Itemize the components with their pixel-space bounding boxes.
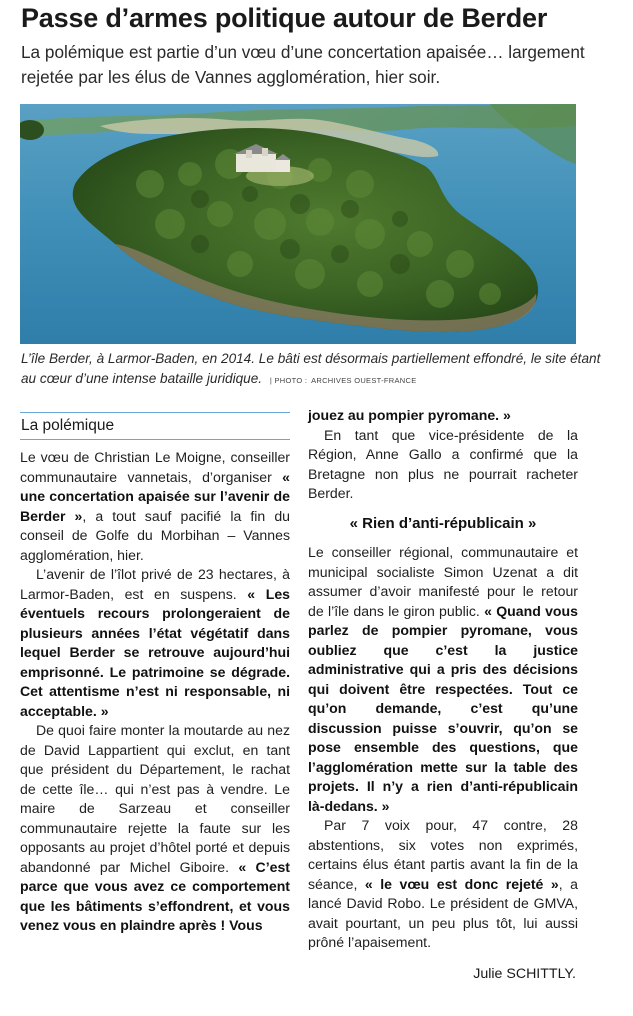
paragraph	[20, 448, 290, 565]
quote: « le vœu est donc rejeté »	[364, 875, 559, 892]
headline: Passe d’armes politique autour de Berder	[21, 3, 548, 33]
photo-credit-label: | PHOTO :	[269, 376, 308, 385]
quote: « Quand vous parlez de pompier pyromane, vous oubliez que c’est la justice administrative qui a pris des décisions qui doivent être respectées. Tout ce qu’on demande, c’est qu’une discussion puisse s’ouvrir, qu’on se pose ensemble des questions, que l’agglomération mette sur la table des projets. Il n’y a rien d’anti-républicain là-dedans. »	[308, 602, 578, 814]
photo-caption	[21, 349, 601, 391]
text-run: L’avenir de l’îlot privé de 23 hectares, à Larmor-Baden, est en suspens.	[20, 566, 290, 602]
paragraph	[20, 565, 290, 721]
photo-credit-source: ARCHIVES OUEST-FRANCE	[311, 376, 417, 385]
paragraph	[308, 406, 578, 426]
quote: « Les éventuels recours prolongeraient de plusieurs années l’état végétatif dans lequel Berder se retrouve aujourd’hui emprisonné. Le patrimoine se dégrade. Cet attentisme n’est ni responsable, ni acceptable. »	[20, 585, 290, 719]
text-run: Le conseiller régional, communautaire et municipal socialiste Simon Uzenat a dit assumer d’avoir manifesté pour le retour de l’île dans le giron public.	[308, 544, 578, 619]
standfirst: La polémique est partie d’un vœu d’une concertation apaisée… largement rejetée par les élus de Vannes agglomération, hier soir.	[21, 42, 585, 87]
quote: « C’est parce que vous avez ce comportement que les bâtiments s’effondrent, et vous venez vous en plaindre après ! Vous	[20, 858, 291, 933]
text-run: Par 7 voix pour, 47 contre, 28 abstentions, six votes non exprimés, certains élus étant partis avant la fin de la séance,	[308, 817, 578, 892]
left-column	[20, 406, 290, 936]
paragraph	[20, 721, 290, 936]
quote: jouez au pompier pyromane. »	[308, 407, 511, 423]
paragraph	[308, 816, 578, 953]
right-column	[308, 406, 578, 953]
caption-text: L’île Berder, à Larmor-Baden, en 2014. Le bâti est désormais partiellement effondré, le site étant au cœur d’une intense bataille juridique.	[21, 351, 601, 386]
section-title: La polémique	[20, 412, 290, 440]
text-run: , a tout sauf pacifié la fin du conseil de Golfe du Morbihan – Vannes agglomération, hier.	[20, 507, 290, 563]
paragraph: En tant que vice-présidente de la Région, Anne Gallo a confirmé que la Bretagne non plus ne pourrait racheter Berder.	[308, 426, 578, 501]
text-run: Le vœu de Christian Le Moigne, conseiller communautaire vannetais, d’organiser	[20, 449, 290, 485]
paragraph	[308, 543, 578, 816]
quote: « une concertation apaisée sur l’avenir de Berder »	[20, 468, 290, 524]
aerial-island-photo	[20, 104, 576, 344]
text-run: De quoi faire monter la moutarde au nez de David Lappartient qui exclut, en tant que président du Département, le rachat de cette île… qui n’est pas à vendre. Le maire de Sarzeau et conseiller communautaire rejette la faute sur les opposants au projet d’hôtel porté et depuis abandonné par Michel Giboire.	[20, 722, 290, 875]
text-run: , a lancé David Robo. Le président de GMVA, avait pourtant, un peu plus tôt, lui aussi prôné l’apaisement.	[308, 875, 578, 950]
subheading: « Rien d’anti-républicain »	[349, 514, 537, 532]
author-signature: Julie SCHITTLY.	[473, 966, 576, 982]
